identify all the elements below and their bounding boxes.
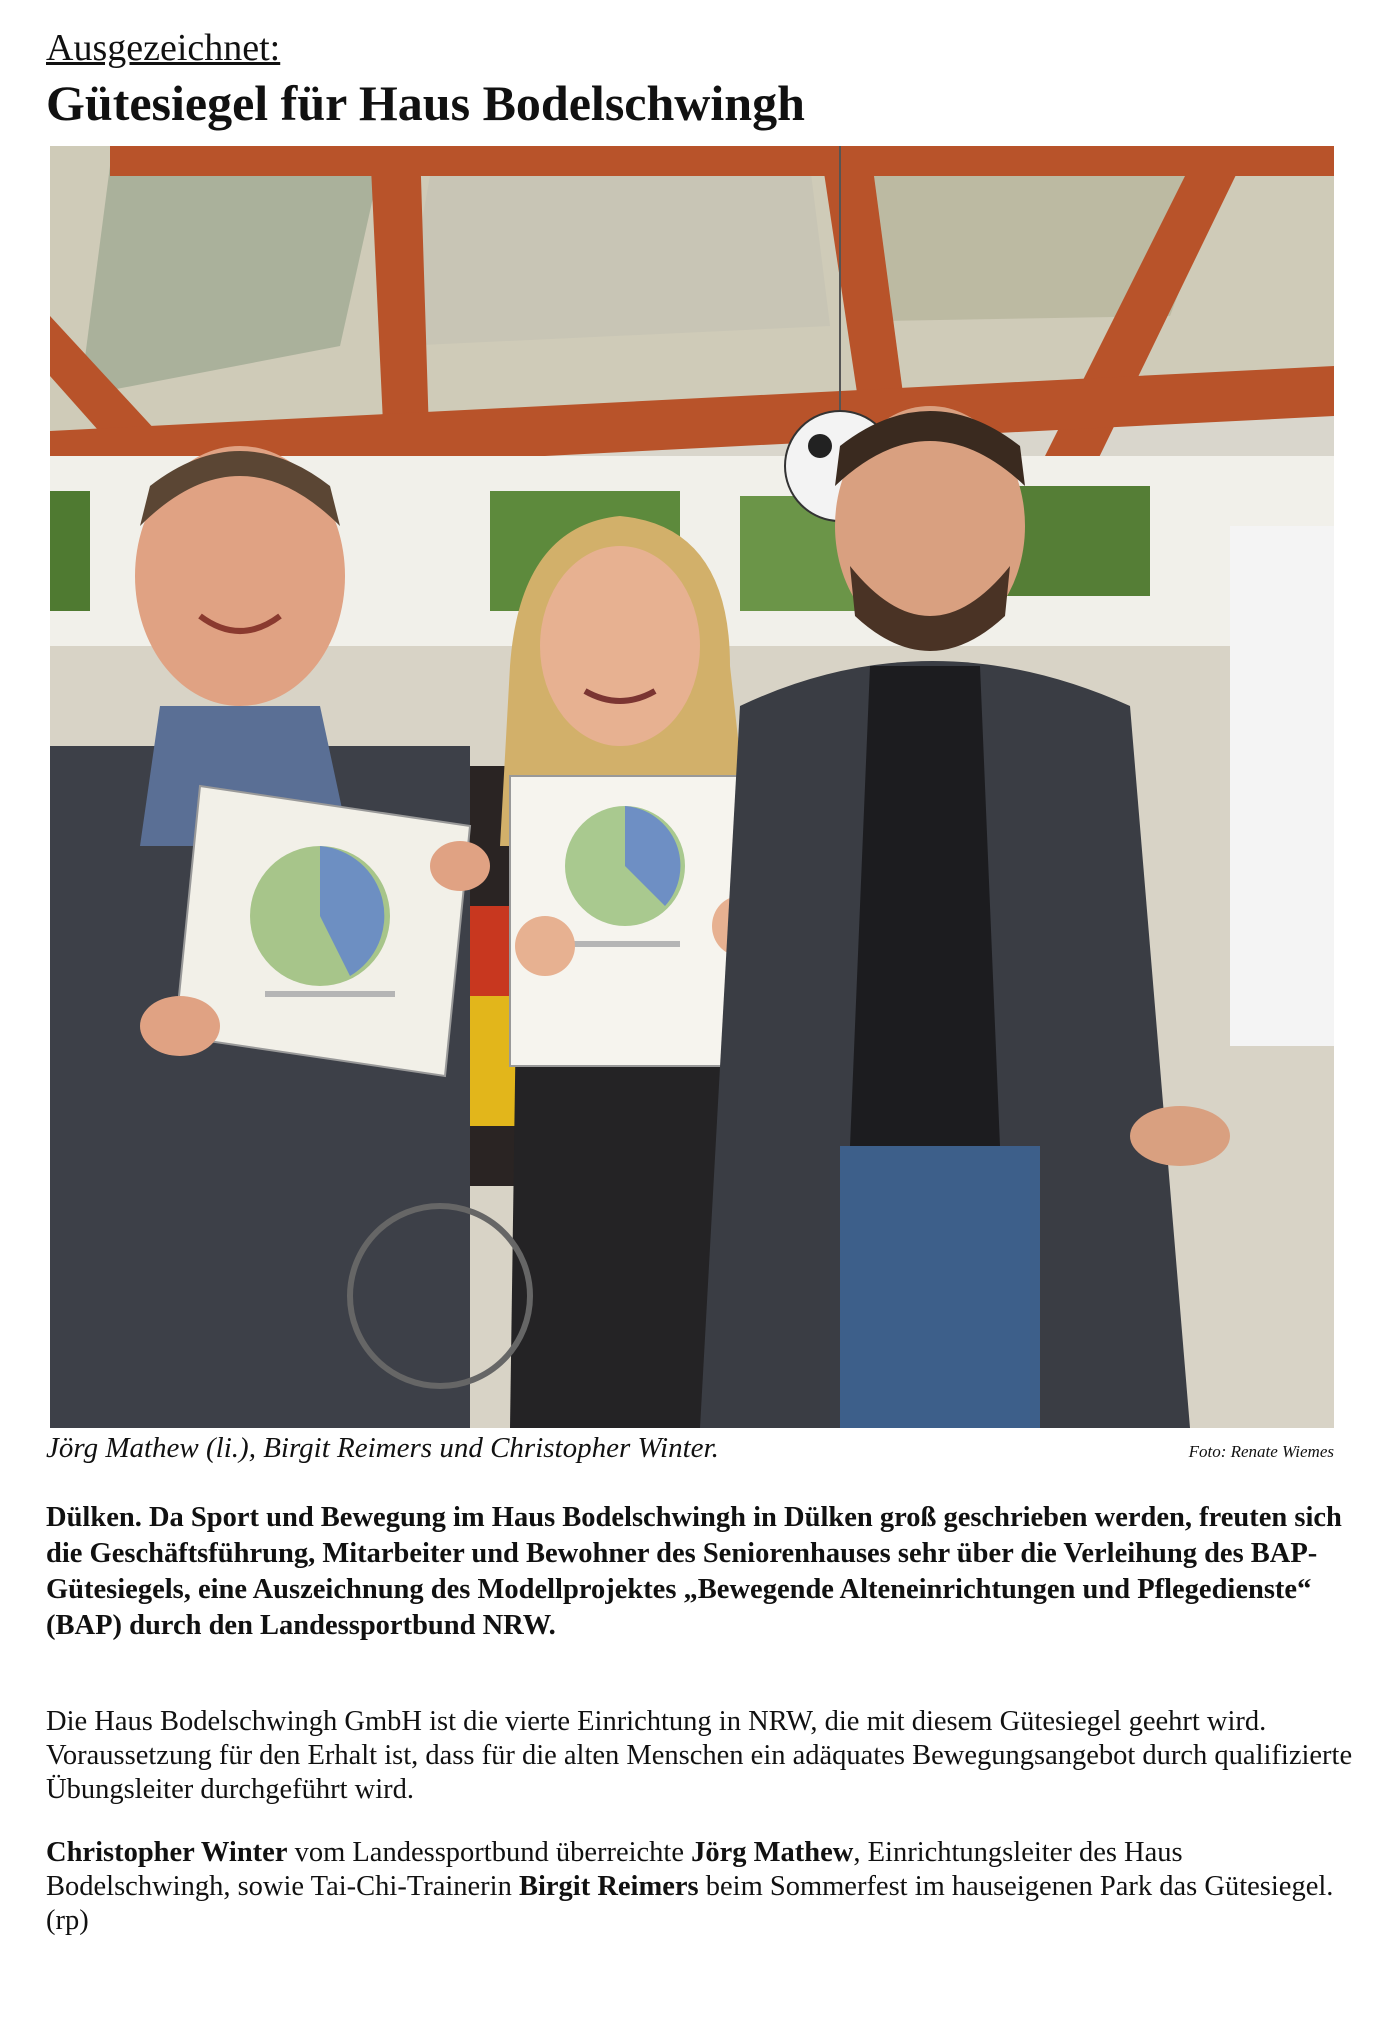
name-birgit-reimers: Birgit Reimers	[518, 1871, 699, 1902]
article-paragraph-1: Die Haus Bodelschwingh GmbH ist die vierte Einrichtung in NRW, die mit diesem Gütesiegel geehrt wird. Voraussetzung für den Erhalt ist, dass für die alten Menschen ein adäquates Bewegungsangebot durch qualifizierte Übungsleiter durchgeführt wird.	[46, 1706, 1353, 1805]
name-joerg-mathew: Jörg Mathew	[691, 1837, 854, 1868]
article-kicker: Ausgezeichnet:	[46, 27, 281, 69]
paragraph-2-text-3: beim Sommerfest im hauseigenen Park das Gütesiegel. (rp)	[46, 1871, 1334, 1936]
article-lead: Dülken. Da Sport und Bewegung im Haus Bodelschwingh in Dülken groß geschrieben werden, freuten sich die Geschäftsführung, Mitarbeiter und Bewohner des Seniorenhauses sehr über die Verleihung des BAP-Gütesiegels, eine Auszeichnung des Modellprojektes „Bewegende Alteneinrichtungen und Pflegedienste“ (BAP) durch den Landessportbund NRW.	[46, 1502, 1342, 1641]
name-christopher-winter: Christopher Winter	[46, 1837, 288, 1868]
photo-illustration	[50, 146, 1334, 1428]
article-headline: Gütesiegel für Haus Bodelschwingh	[46, 75, 805, 131]
article-photo	[50, 146, 1334, 1428]
article-paragraph-2	[46, 1836, 1366, 1938]
paragraph-2-text-2: , Einrichtungsleiter des Haus Bodelschwingh, sowie Tai-Chi-Trainerin	[46, 1837, 1183, 1902]
photo-caption: Jörg Mathew (li.), Birgit Reimers und Christopher Winter.	[46, 1432, 719, 1464]
plaque-left	[175, 786, 470, 1076]
paragraph-2-text-1: vom Landessportbund überreichte	[287, 1837, 692, 1868]
photo-credit: Foto: Renate Wiemes	[1188, 1442, 1334, 1461]
